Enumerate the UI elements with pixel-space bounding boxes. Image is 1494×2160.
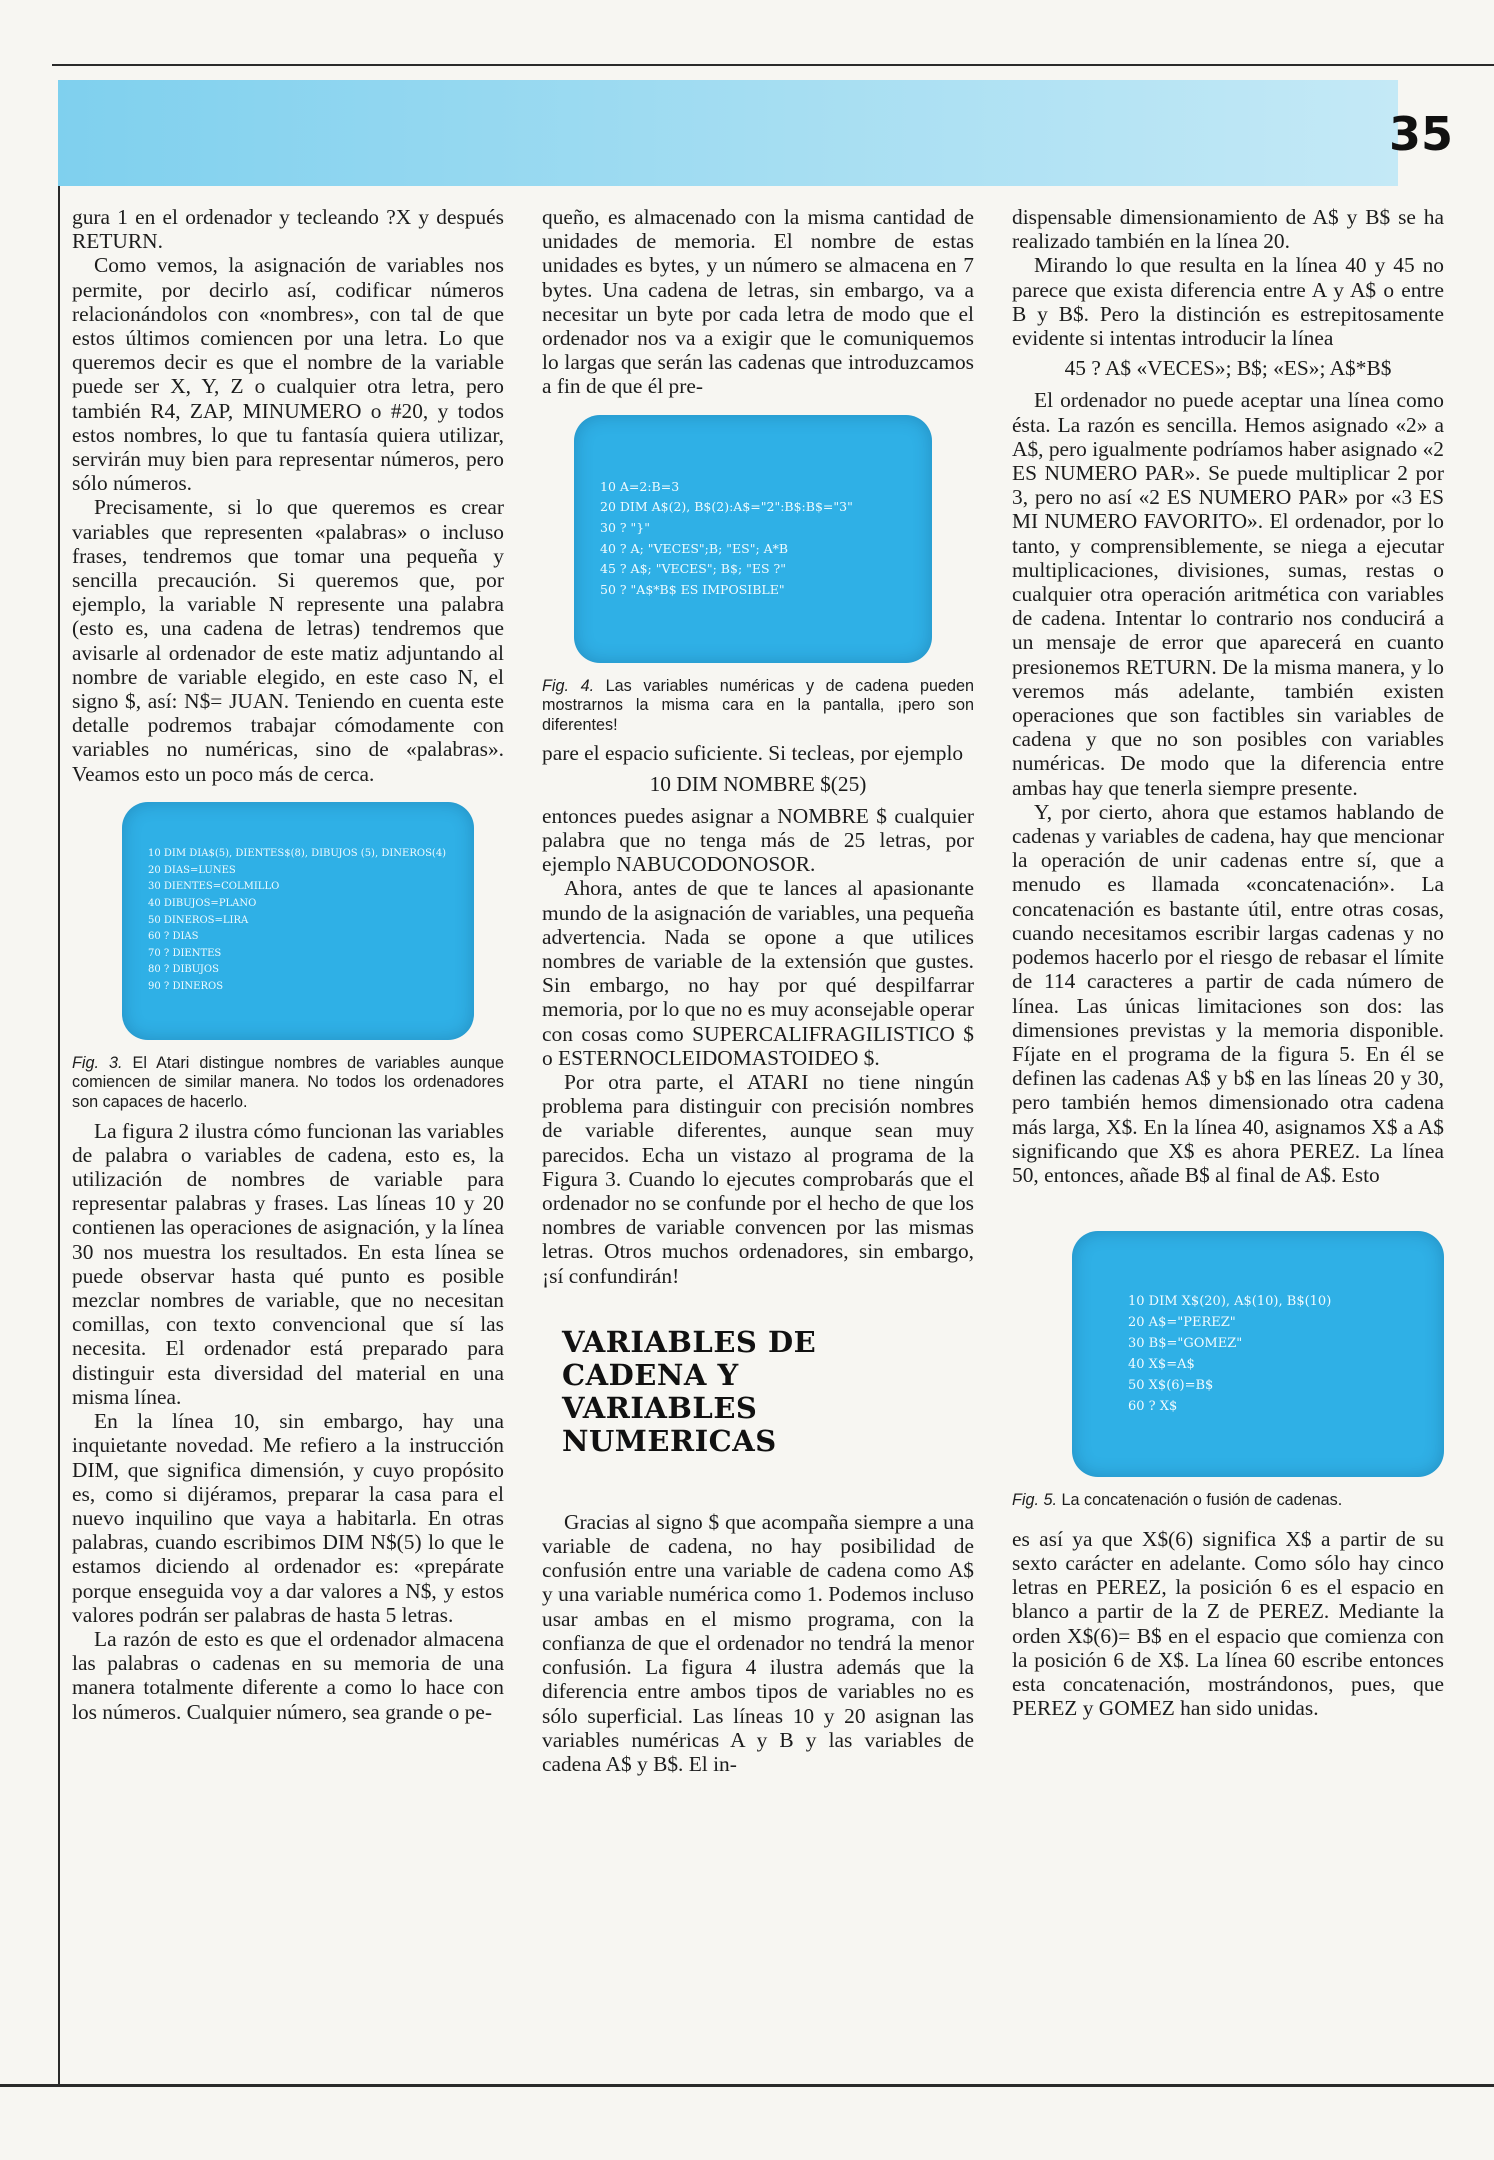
paragraph: Precisamente, si lo que queremos es crear variables que representen «palabras» o incluso frases, tendremos que tomar una pequeña y sencilla precaución. Si queremos que, por ejemplo, la variable N represente una palabra (esto es, una cadena de letras) tendremos que avisarle al ordenador de este matiz adjuntando al nombre de variable elegido, en este caso N, el signo $, así: N$= JUAN. Teniendo en cuenta este detalle podremos trabajar cómodamente con variables no numéricas, sino de «palabras». Veamos esto un poco más de cerca. [72, 495, 504, 786]
code-line: 30 DIENTES=COLMILLO [148, 881, 280, 893]
paragraph: pare el espacio suficiente. Si tecleas, por ejemplo [542, 741, 964, 766]
figure-4 [542, 415, 974, 736]
figure-5-screen [1072, 1231, 1444, 1477]
code-line: 30 B$="GOMEZ" [1128, 1336, 1243, 1352]
paragraph: En la línea 10, sin embargo, hay una inquietante novedad. Me refiero a la instrucción DIM, que significa dimensión, y cuyo propósito es, como si dijéramos, preparar la casa para el nuevo inquilino que vaya a habitarla. En otras palabras, cuando escribimos DIM N$(5) lo que le estamos diciendo al ordenador es: «prepárate porque enseguida voy a dar valores a N$, y estos valores podrán ser palabras de hasta 5 letras. [72, 1409, 504, 1627]
paragraph: gura 1 en el ordenador y tecleando ?X y después RETURN. [72, 205, 504, 254]
headline-line: VARIABLES DE [562, 1324, 817, 1359]
code-line: 60 ? X$ [1128, 1399, 1178, 1415]
code-line: 20 DIAS=LUNES [148, 864, 236, 876]
paragraph: La figura 2 ilustra cómo funcionan las variables de palabra o variables de cadena, esto es, la utilización de nombres de variable para representar palabras y frases. Las líneas 10 y 20 contienen las operaciones de asignación, y la línea 30 nos muestra los resultados. En esta línea se puede observar hasta qué punto es posible mezclar nombres de variable, que no necesitan comillas, con texto convencional que sí las necesita. El ordenador está preparado para distinguir esta diversidad del material en una misma línea. [72, 1118, 504, 1409]
figure-3-caption [72, 1054, 504, 1113]
code-example: 45 ? A$ «VECES»; B$; «ES»; A$*B$ [1064, 356, 1392, 381]
code-line: 60 ? DIAS [148, 931, 199, 943]
paragraph: dispensable dimensionamiento de A$ y B$ se ha realizado también en la línea 20. [1012, 205, 1444, 254]
figure-5 [1012, 1231, 1444, 1511]
code-line: 50 ? "A$*B$ ES IMPOSIBLE" [600, 581, 785, 597]
figure-label: Fig. 5. [1012, 1491, 1057, 1510]
caption-text: El Atari distingue nombres de variables aunque comiencen de similar manera. No todos los ordenadores son capaces de hacerlo. [72, 1053, 505, 1112]
figure-3-screen [122, 802, 474, 1040]
column-1 [72, 205, 504, 1724]
code-line: 10 DIM DIA$(5), DIENTES$(8), DIBUJOS (5), DINEROS(4) [148, 848, 447, 860]
paragraph: Por otra parte, el ATARI no tiene ningún problema para distinguir con precisión nombres de variable diferentes, aunque sean muy parecidos. Echa un vistazo al programa de la Figura 3. Cuando lo ejecutes comprobarás que el ordenador no se confunde por el hecho de que los nombres de variable convencen por las mismas letras. Otros muchos ordenadores, sin embargo, ¡sí confundirán! [542, 1070, 974, 1288]
figure-4-screen [574, 415, 932, 663]
figure-label: Fig. 3. [72, 1053, 123, 1072]
caption-text: Las variables numéricas y de cadena pueden mostrarnos la misma cara en la pantalla, ¡pero son diferentes! [542, 676, 974, 734]
code-line: 70 ? DIENTES [148, 947, 222, 959]
paragraph: Como vemos, la asignación de variables nos permite, por decirlo así, codificar números relacionándolos con «nombres», con tal de que estos últimos comiencen por una letra. Lo que queremos decir es que el nombre de la variable puede ser X, Y, Z o cualquier otra letra, pero también R4, ZAP, MINUMERO o #20, y todos estos nombres, lo que tu fantasía quiera utilizar, servirán muy bien para representar números, pero sólo números. [72, 253, 504, 496]
paragraph: entonces puedes asignar a NOMBRE $ cualquier palabra que no tenga más de 25 letras, por ejemplo NABUCODONOSOR. [542, 803, 974, 877]
paragraph: Mirando lo que resulta en la línea 40 y 45 no parece que exista diferencia entre A y A$ o entre B y B$. Pero la distinción es estrepitosamente evidente si intentas introducir la línea [1012, 253, 1444, 351]
page-number: 35 [1388, 107, 1453, 161]
caption-text: La concatenación o fusión de cadenas. [1061, 1491, 1343, 1510]
code-line: 50 DINEROS=LIRA [148, 914, 249, 926]
headline-line: VARIABLES [562, 1390, 758, 1425]
code-line: 20 A$="PEREZ" [1128, 1315, 1236, 1331]
section-headline [562, 1326, 974, 1458]
paragraph: queño, es almacenado con la misma cantidad de unidades de memoria. El nombre de estas unidades es bytes, y un número se almacena en 7 bytes. Una cadena de letras, sin embargo, va a necesitar un byte por cada letra de modo que el ordenador nos va a exigir que le comuniquemos lo largas que serán las cadenas que introduzcamos a fin de que él pre- [542, 205, 974, 399]
paragraph: El ordenador no puede aceptar una línea como ésta. La razón es sencilla. Hemos asignado «2» a A$, pero igualmente podríamos haber asignado «2 ES NUMERO PAR». Se puede multiplicar 2 por 3, pero no así «2 ES NUMERO PAR» por «3 ES MI NUMERO FAVORITO». El ordenador, por lo tanto, y comprensiblemente, se niega a ejecutar multiplicaciones, divisiones, sumas, restas o cualquier otra operación aritmética con variables de cadena. Intentar lo contrario nos conducirá a un mensaje de error que aparecerá en cuanto presionemos RETURN. De la misma manera, y lo veremos más adelante, también existen operaciones que son factibles sin variables de cadena y que no son posibles con variables numéricas. De modo que la diferencia entre ambas hay que tenerla siempre presente. [1012, 388, 1444, 800]
figure-3 [72, 802, 504, 1113]
code-line: 40 DIBUJOS=PLANO [148, 897, 257, 909]
code-example: 10 DIM NOMBRE $(25) [649, 771, 867, 796]
headline-line: NUMERICAS [562, 1423, 777, 1458]
column-2 [542, 205, 974, 1776]
left-frame-line [58, 186, 60, 2084]
figure-5-caption [1012, 1491, 1444, 1511]
paragraph: es así ya que X$(6) significa X$ a partir de su sexto carácter en adelante. Como sólo hay cinco letras en PEREZ, la posición 6 es el espacio en blanco a partir de la Z de PEREZ. Mediante la orden X$(6)= B$ en el espacio que comienza con la posición 6 de X$. La línea 60 escribe entonces esta concatenación, mostrándonos, pues, que PEREZ y GOMEZ han sido unidas. [1012, 1526, 1444, 1721]
code-line: 40 X$=A$ [1128, 1357, 1195, 1373]
bottom-rule [0, 2084, 1494, 2087]
paragraph: Y, por cierto, ahora que estamos hablando de cadenas y variables de cadena, hay que mencionar la operación de unir cadenas entre sí, que a menudo es llamada «concatenación». La concatenación es bastante útil, entre otras cosas, cuando necesitamos escribir largas cadenas y no podemos hacerlo por el riesgo de rebasar el límite de 114 caracteres a partir de cada número de línea. Las únicas limitaciones son dos: las dimensiones previstas y la memoria disponible. Fíjate en el programa de la figura 5. En él se definen las cadenas A$ y b$ en las líneas 20 y 30, pero también hemos dimensionado otra cadena más larga, X$. En la línea 40, asignamos X$ a A$ significando que X$ es ahora PEREZ. La línea 50, entonces, añade B$ al final de A$. Esto [1012, 799, 1444, 1187]
code-line: 50 X$(6)=B$ [1128, 1378, 1214, 1394]
figure-label: Fig. 4. [542, 676, 595, 695]
headline-line: CADENA Y [562, 1357, 739, 1392]
header-band [58, 80, 1398, 186]
code-line: 30 ? "}" [600, 520, 651, 536]
code-line: 20 DIM A$(2), B$(2):A$="2":B$:B$="3" [600, 499, 853, 515]
paragraph: Ahora, antes de que te lances al apasionante mundo de la asignación de variables, una pequeña advertencia. Nada se opone a que utilices nombres de variable de la extensión que gustes. Sin embargo, no hay por qué despilfarrar memoria, por lo que no es muy aconsejable operar con cosas como SUPERCALIFRAGILISTICO $ o ESTERNOCLEIDOMASTOIDEO $. [542, 876, 974, 1070]
code-line: 90 ? DINEROS [148, 980, 224, 992]
column-3 [1012, 205, 1444, 1720]
top-rule [52, 64, 1494, 66]
code-line: 45 ? A$; "VECES"; B$; "ES ?" [600, 561, 786, 577]
figure-4-caption [542, 677, 974, 736]
paragraph: Gracias al signo $ que acompaña siempre a una variable de cadena, no hay posibilidad de confusión entre una variable de cadena como A$ y una variable numérica como 1. Podemos incluso usar ambas en el mismo programa, con la confianza de que el ordenador no tendrá la menor confusión. La figura 4 ilustra además que la diferencia entre ambos tipos de variables no es sólo superficial. Las líneas 10 y 20 asignan las variables numéricas A y B y las variables de cadena A$ y B$. El in- [542, 1509, 974, 1776]
code-line: 80 ? DIBUJOS [148, 964, 219, 976]
paragraph: La razón de esto es que el ordenador almacena las palabras o cadenas en su memoria de una manera totalmente diferente a como lo hace con los números. Cualquier número, sea grande o pe- [72, 1626, 504, 1724]
code-line: 40 ? A; "VECES";B; "ES"; A*B [600, 540, 789, 556]
code-line: 10 A=2:B=3 [600, 478, 680, 494]
code-line: 10 DIM X$(20), A$(10), B$(10) [1128, 1294, 1332, 1310]
